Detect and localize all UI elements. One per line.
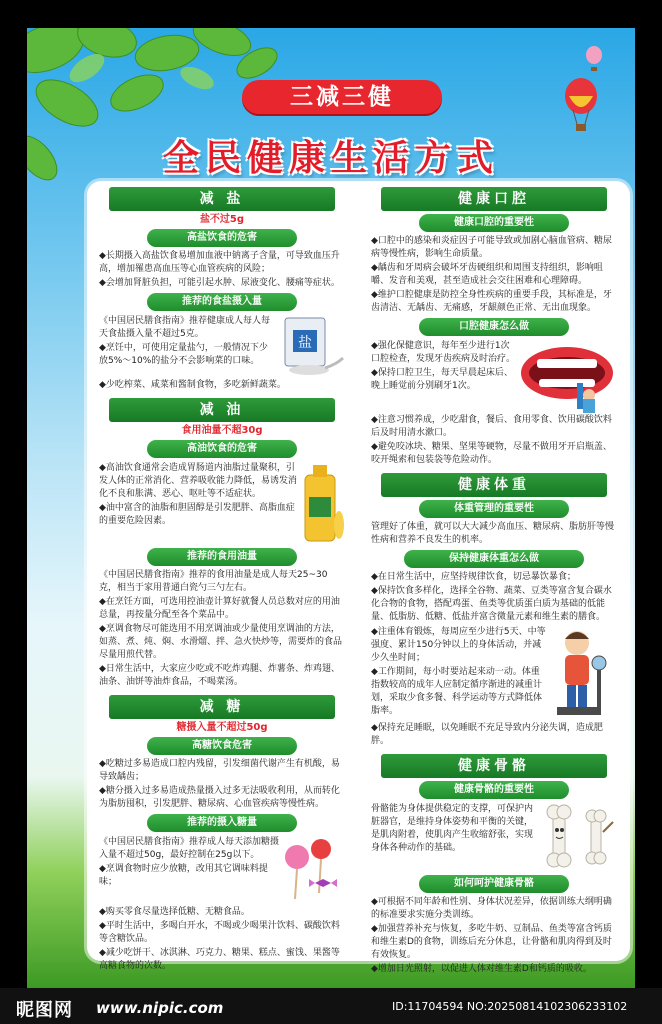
image-id: ID:11704594 NO:20250814102306233102 <box>392 1000 628 1013</box>
sugar-text-3: 《中国居民膳食指南》推荐成人每天添加糖摄入量不超过50g，最好控制在25g以下。 <box>99 837 280 860</box>
section-title-oil: 减 油 <box>109 398 335 422</box>
salt-text-1: ◆长期摄入高盐饮食易增加血液中钠离子含量，可导致血压升高，增加罹患高血压等心血管疾病的风险； <box>99 251 340 274</box>
salt-bag-icon <box>275 314 345 378</box>
sugar-text-4: ◆烹调食物时应少放糖，改用其它调味料提味； <box>99 864 268 887</box>
sugar-text-2: ◆糖分摄入过多易造成热量摄入过多无法吸收利用，从而转化为脂肪囤积，引发肥胖、糖尿病、心血管疾病等慢性病。 <box>99 786 340 809</box>
subtitle-oral-howto: 口腔健康怎么做 <box>419 318 569 336</box>
subtitle-sugar-harm: 高糖饮食危害 <box>147 737 297 755</box>
oral-text-7: ◆避免咬冰块、糖果、坚果等硬物，尽量不做用牙开启瓶盖、咬开绳索和包装袋等危险动作。 <box>371 442 612 465</box>
oil-limit: 食用油量不超30g <box>181 425 263 436</box>
section-title-oral: 健康口腔 <box>381 187 607 211</box>
subtitle-oil-recommend: 推荐的食用油量 <box>147 548 297 566</box>
subtitle-oil-harm: 高油饮食的危害 <box>147 440 297 458</box>
sugar-text-7: ◆减少吃饼干、冰淇淋、巧克力、糖果、糕点、蜜饯、果酱等高糖食物的次数。 <box>99 948 340 971</box>
content-panel <box>87 181 630 974</box>
site-logo: 昵图网 <box>16 1000 73 1021</box>
section-title-salt: 减 盐 <box>109 187 335 211</box>
salt-text-2: ◆会增加肾脏负担，可能引起水肿、尿液变化、腰痛等症状。 <box>99 278 340 288</box>
candy-lollipop-icon <box>279 835 345 905</box>
poster <box>27 28 635 988</box>
slogan-badge: 三减三健 <box>242 80 442 114</box>
section-title-bone: 健康骨骼 <box>381 754 607 778</box>
bone-text-3: ◆加强营养补充与恢复，多吃牛奶、豆制品、鱼类等富含钙质和维生素D的食物，训练后充分休息，让骨骼和肌肉得到及时有效恢复。 <box>371 924 612 960</box>
salt-text-5: ◆少吃榨菜、咸菜和酱制食物，多吃新鲜蔬菜。 <box>99 380 286 390</box>
child-on-scale-icon <box>547 625 617 721</box>
subtitle-weight-howto: 保持健康体重怎么做 <box>404 550 584 568</box>
subtitle-bone-importance: 健康骨骼的重要性 <box>419 781 569 799</box>
bone-text-1: 骨骼能为身体提供稳定的支撑，可保护内脏器官，是维持身体姿势和平衡的关键，是肌肉附着，使肌肉产生收缩舒张，实现身体各种动作的基础。 <box>371 804 534 853</box>
site-url: www.nipic.com <box>96 999 224 1017</box>
oil-bottle-icon <box>299 461 345 545</box>
subtitle-oral-importance: 健康口腔的重要性 <box>419 214 569 232</box>
weight-text-4: ◆注重体育锻炼，每周应至少进行5天、中等强度、累计150分钟以上的身体活动，并减少久坐时间； <box>371 627 546 663</box>
oral-text-6: ◆注意习惯养成，少吃甜食，餐后、食用零食、饮用碳酸饮料后及时用清水漱口。 <box>371 415 612 438</box>
oil-text-6: ◆日常生活中，大家应少吃或不吃炸鸡腿、炸薯条、炸鸡翅、油条、油饼等油炸食品，不喝菜汤。 <box>99 664 340 687</box>
section-title-weight: 健康体重 <box>381 473 607 497</box>
oil-text-2: ◆油中富含的油脂和胆固醇是引发肥胖、高脂血症的重要危险因素。 <box>99 503 295 526</box>
salt-bag-label: 盐 <box>298 335 312 351</box>
page-title: 全民健康生活方式 <box>162 138 499 179</box>
hot-air-balloon-icon <box>563 78 599 138</box>
bone-text-2: ◆可根据不同年龄和性别、身体状况差异，依据训练大纲明确的标准要求实施分类训练。 <box>371 897 612 920</box>
sugar-limit: 糖摄入量不超过50g <box>176 722 268 733</box>
oral-text-4: ◆强化保健意识，每年至少进行1次口腔检查，发现牙齿疾病及时治疗。 <box>371 341 516 364</box>
subtitle-sugar-recommend: 推荐的摄入糖量 <box>147 814 297 832</box>
weight-text-2: ◆在日常生活中，应坚持规律饮食，切忌暴饮暴食； <box>371 572 576 582</box>
sugar-text-5: ◆购买零食尽量选择低糖、无糖食品。 <box>99 907 250 917</box>
weight-text-6: ◆保持充足睡眠，以免睡眠不充足导致内分泌失调，造成肥胖。 <box>371 723 603 746</box>
subtitle-salt-harm: 高盐饮食的危害 <box>147 229 297 247</box>
oral-text-5: ◆保持口腔卫生，每天早晨起床后、晚上睡觉前分别刷牙1次。 <box>371 368 513 391</box>
salt-text-4: ◆烹饪中，可使用定量盐勺，一般情况下少放5%～10%的盐分不会影响菜的口味。 <box>99 343 268 366</box>
right-column <box>371 181 617 977</box>
left-column <box>99 181 345 974</box>
weight-text-3: ◆保持饮食多样化，选择全谷物、蔬菜、豆类等富含复合碳水化合物的食物，搭配鸡蛋、鱼类等优质蛋白质为基础的低能量、低脂肪、低糖、低盐并富含微量元素和维生素的膳食。 <box>371 586 612 622</box>
oil-text-1: ◆高油饮食通常会造成胃肠道内油脂过量聚积，引发人体的正常消化、营养吸收能力降低，易诱发消化不良和胀满、恶心、呕吐等不适症状。 <box>99 463 298 499</box>
subtitle-salt-recommend: 推荐的食盐摄入量 <box>147 293 297 311</box>
oil-text-3: 《中国居民膳食指南》推荐的食用油量是成人每天25~30克，相当于家用普通白瓷勺三勺左右。 <box>99 570 328 593</box>
oral-text-2: ◆龋齿和牙周病会破坏牙齿硬组织和周围支持组织，影响咀嚼、发音和美观，甚至造成社会交往困难和心理障碍。 <box>371 263 603 286</box>
teeth-mouth-icon <box>517 339 617 413</box>
salt-limit: 盐不过5g <box>199 214 245 225</box>
weight-text-1: 管理好了体重，就可以大大减少高血压、糖尿病、脂肪肝等慢性病和营养不良发生的机率。 <box>371 522 615 545</box>
watermark-footer <box>0 988 662 1024</box>
oil-text-4: ◆在烹饪方面，可选用控油壶计算好就餐人员总数对应的用油总量，再按量分配至各个菜品中。 <box>99 597 340 620</box>
bone-cartoon-icon <box>541 802 617 872</box>
subtitle-weight-importance: 体重管理的重要性 <box>419 500 569 518</box>
sugar-text-1: ◆吃糖过多易造成口腔内残留，引发细菌代谢产生有机酸，易导致龋齿； <box>99 759 340 782</box>
small-balloon-icon <box>585 46 603 74</box>
salt-text-3: 《中国居民膳食指南》推荐健康成人每人每天食盐摄入量不超过5克。 <box>99 316 271 339</box>
bone-text-4: ◆增加日光照射，以促进人体对维生素D和钙质的吸收。 <box>371 964 592 974</box>
oil-text-5: ◆烹调食物尽可能选用不用烹调油或少量使用烹调油的方法，如蒸、煮、炖、焖、水滑熘、拌、急火快炒等，需要炸的食品尽量用煎代替。 <box>99 624 343 660</box>
section-title-sugar: 减 糖 <box>109 695 335 719</box>
sugar-text-6: ◆平时生活中，多喝白开水，不喝或少喝果汁饮料、碳酸饮料等含糖饮品。 <box>99 921 340 944</box>
oral-text-3: ◆维护口腔健康是防控全身性疾病的重要手段，其标准是，牙齿清洁、无龋齿、无痛感，牙龈颜色正常、无出血现象。 <box>371 290 612 313</box>
subtitle-bone-howto: 如何呵护健康骨骼 <box>419 875 569 893</box>
oral-text-1: ◆口腔中的感染和炎症因子可能导致或加剧心脑血管病、糖尿病等慢性病，影响生命质量。 <box>371 236 612 259</box>
weight-text-5: ◆工作期间，每小时要站起来动一动。体重指数较高的成年人应制定循序渐进的减重计划，采取少食多餐、科学运动等方式降低体脂率。 <box>371 667 543 716</box>
